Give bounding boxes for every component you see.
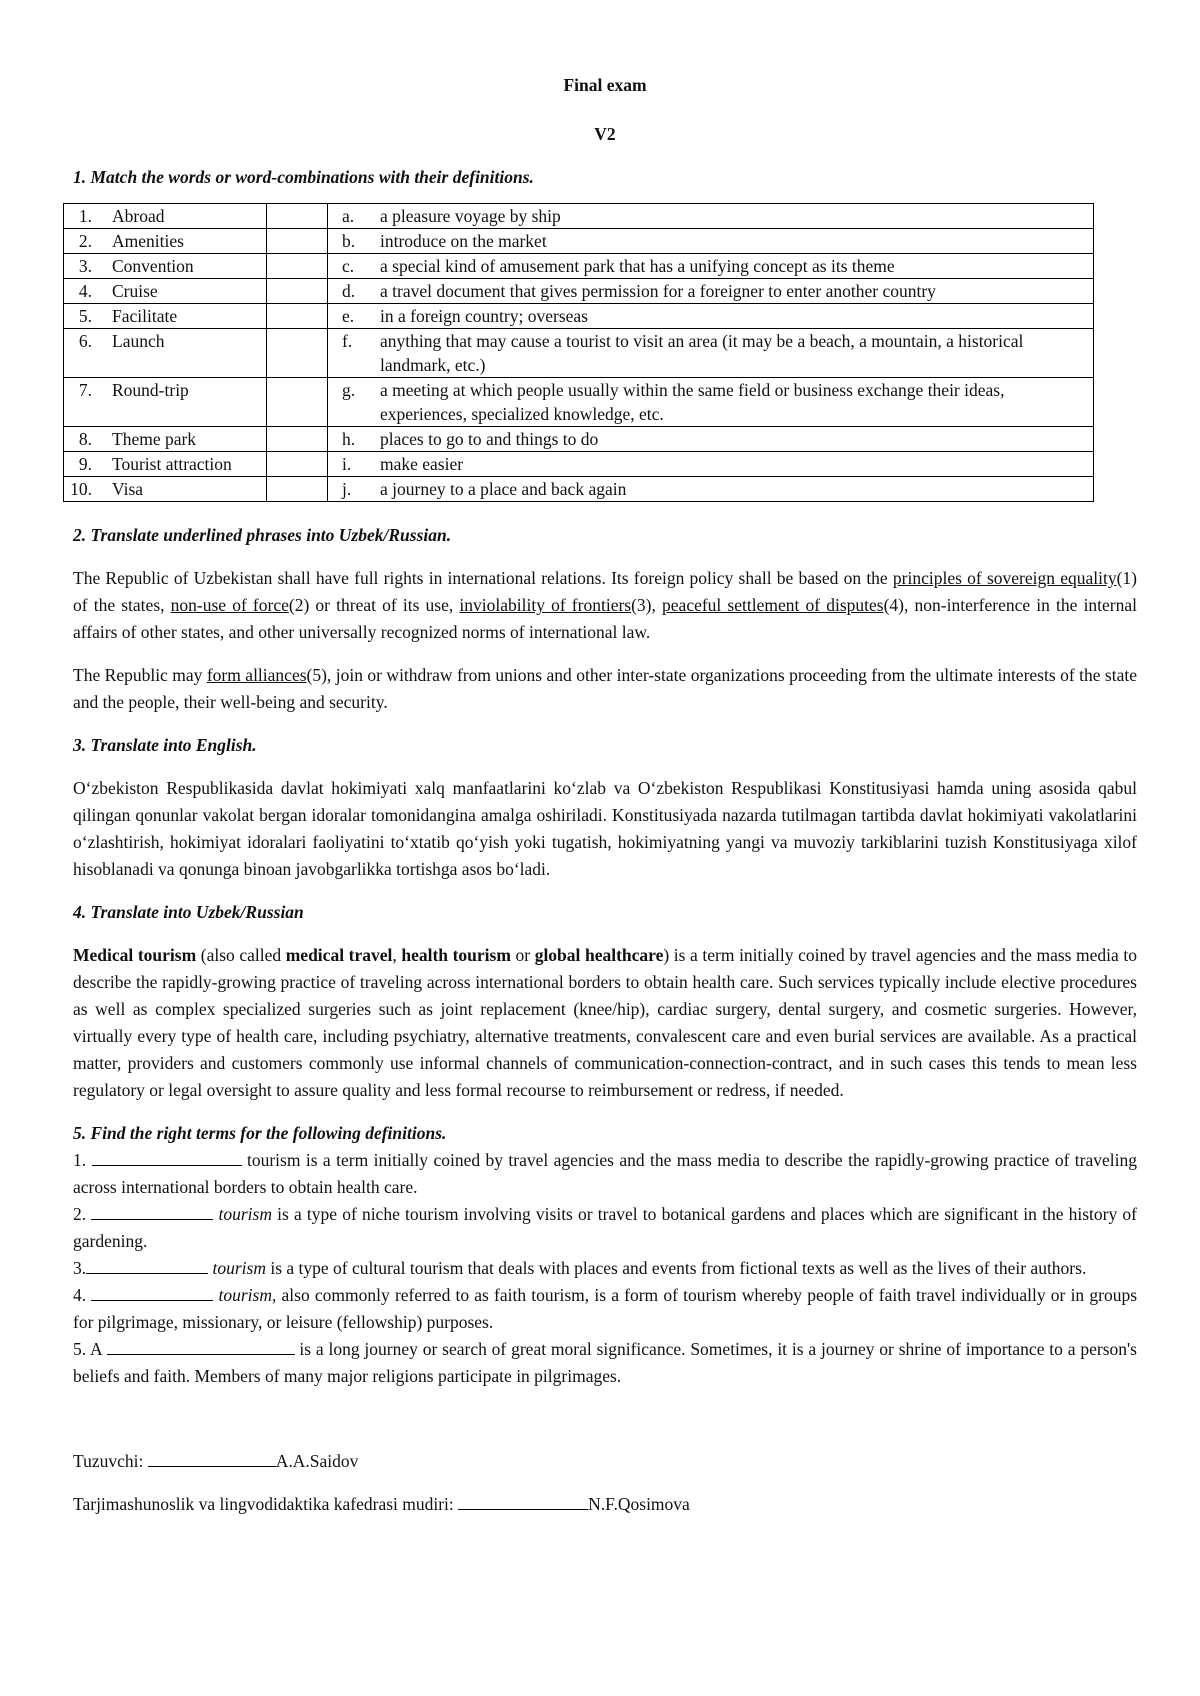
- exam-page: [70, 72, 1138, 1518]
- task4-heading: 4. Translate into Uzbek/Russian: [73, 902, 304, 922]
- answer-blank[interactable]: [107, 1336, 295, 1355]
- task1-heading: 1. Match the words or word-combinations with their definitions.: [73, 167, 534, 187]
- definition: a journey to a place and back again: [372, 477, 1094, 502]
- task4-text: Medical tourism (also called medical travel, health tourism or global healthcare) is a term initially coined by travel agencies and the mass media to describe the rapidly-growing practice of traveling across international borders to obtain health care. Such services typically include elective procedures as well as complex specialized surgeries such as joint replacement (knee/hip), cardiac surgery, dental surgery, and cosmetic surgeries. However, virtually every type of health care, including psychiatry, alternative treatments, convalescent care and even burial services are available. As a practical matter, providers and customers commonly use informal channels of communication-connection-contract, and in such cases this tends to mean less regulatory or legal oversight to assure quality and less formal recourse to reimbursement or redress, if needed.: [73, 945, 1138, 1100]
- definition-item: 1. tourism is a term initially coined by travel agencies and the mass media to describe the rapidly-growing practice of traveling across international borders to obtain health care.: [73, 1147, 1137, 1201]
- definition: a meeting at which people usually within the same field or business exchange their ideas, experiences, specialized knowledge, etc.: [372, 378, 1094, 427]
- definition-letter: d.: [328, 279, 373, 304]
- term: Amenities: [98, 229, 267, 254]
- table-row: [64, 229, 1094, 254]
- answer-cell[interactable]: [267, 452, 328, 477]
- answer-cell[interactable]: [267, 229, 328, 254]
- table-row: [64, 279, 1094, 304]
- term: Visa: [98, 477, 267, 502]
- term: Abroad: [98, 204, 267, 229]
- definition-item: 2. tourism is a type of niche tourism involving visits or travel to botanical gardens and places which are significant in the history of gardening.: [73, 1201, 1137, 1255]
- head-signature: Tarjimashunoslik va lingvodidaktika kafedrasi mudiri: N.F.Qosimova: [73, 1491, 1137, 1518]
- definition-letter: g.: [328, 378, 373, 427]
- task5-list: [73, 1147, 1137, 1390]
- answer-cell[interactable]: [267, 204, 328, 229]
- definition-letter: b.: [328, 229, 373, 254]
- table-row: [64, 427, 1094, 452]
- answer-cell[interactable]: [267, 254, 328, 279]
- answer-cell[interactable]: [267, 279, 328, 304]
- answer-blank[interactable]: [91, 1201, 213, 1220]
- answer-cell[interactable]: [267, 304, 328, 329]
- term-number: 10.: [64, 477, 99, 502]
- answer-cell[interactable]: [267, 329, 328, 378]
- definition-letter: j.: [328, 477, 373, 502]
- definition: in a foreign country; overseas: [372, 304, 1094, 329]
- definition: anything that may cause a tourist to visit an area (it may be a beach, a mountain, a historical landmark, etc.): [372, 329, 1094, 378]
- table-row: [64, 477, 1094, 502]
- matching-table: [63, 203, 1094, 502]
- term-number: 8.: [64, 427, 99, 452]
- definition-letter: a.: [328, 204, 373, 229]
- definition-letter: h.: [328, 427, 373, 452]
- definition: a travel document that gives permission for a foreigner to enter another country: [372, 279, 1094, 304]
- table-row: [64, 452, 1094, 477]
- exam-variant: V2: [594, 124, 616, 144]
- definition-letter: i.: [328, 452, 373, 477]
- term: Launch: [98, 329, 267, 378]
- task2-paragraph-1: The Republic of Uzbekistan shall have full rights in international relations. Its foreign policy shall be based on the principles of sovereign equality(1) of the states, non-use of force(2) or threat of its use, inviolability of frontiers(3), peaceful settlement of disputes(4), non-interference in the internal affairs of other states, and other universally recognized norms of international law.: [73, 568, 1138, 642]
- table-row: [64, 378, 1094, 427]
- task5-heading: 5. Find the right terms for the following definitions.: [73, 1123, 447, 1143]
- answer-blank[interactable]: [92, 1147, 242, 1166]
- definition-item: 4. tourism, also commonly referred to as faith tourism, is a form of tourism whereby people of faith travel individually or in groups for pilgrimage, missionary, or leisure (fellowship) purposes.: [73, 1282, 1137, 1336]
- definition-item: 3. tourism is a type of cultural tourism that deals with places and events from fictional texts as well as the lives of their authors.: [73, 1255, 1137, 1282]
- table-row: [64, 254, 1094, 279]
- term: Round-trip: [98, 378, 267, 427]
- term-number: 2.: [64, 229, 99, 254]
- task2-paragraph-2: The Republic may form alliances(5), join or withdraw from unions and other inter-state organizations proceeding from the ultimate interests of the state and the people, their well-being and security.: [73, 665, 1138, 712]
- definition-letter: f.: [328, 329, 373, 378]
- term: Tourist attraction: [98, 452, 267, 477]
- table-row: [64, 304, 1094, 329]
- table-row: [64, 204, 1094, 229]
- task3-heading: 3. Translate into English.: [73, 735, 257, 755]
- answer-blank[interactable]: [86, 1255, 208, 1274]
- term-number: 7.: [64, 378, 99, 427]
- definition-letter: c.: [328, 254, 373, 279]
- task2-heading: 2. Translate underlined phrases into Uzbek/Russian.: [73, 525, 452, 545]
- term-number: 5.: [64, 304, 99, 329]
- definition: make easier: [372, 452, 1094, 477]
- answer-cell[interactable]: [267, 427, 328, 452]
- term: Convention: [98, 254, 267, 279]
- answer-cell[interactable]: [267, 477, 328, 502]
- term-number: 1.: [64, 204, 99, 229]
- author-signature: Tuzuvchi: A.A.Saidov: [73, 1448, 1137, 1475]
- answer-cell[interactable]: [267, 378, 328, 427]
- term-number: 4.: [64, 279, 99, 304]
- exam-title: Final exam: [563, 75, 647, 95]
- definition: places to go to and things to do: [372, 427, 1094, 452]
- underlined-phrase-4: peaceful settlement of disputes: [662, 595, 884, 615]
- term-number: 9.: [64, 452, 99, 477]
- underlined-phrase-1: principles of sovereign equality: [892, 568, 1117, 588]
- term: Cruise: [98, 279, 267, 304]
- definition-item: 5. A is a long journey or search of great moral significance. Sometimes, it is a journey or shrine of importance to a person's beliefs and faith. Members of many major religions participate in pilgrimages.: [73, 1336, 1137, 1390]
- underlined-phrase-2: non-use of force: [170, 595, 289, 615]
- underlined-phrase-5: form alliances: [206, 665, 307, 685]
- term-number: 6.: [64, 329, 99, 378]
- underlined-phrase-3: inviolability of frontiers: [459, 595, 632, 615]
- term-number: 3.: [64, 254, 99, 279]
- definition: a special kind of amusement park that has a unifying concept as its theme: [372, 254, 1094, 279]
- term: Theme park: [98, 427, 267, 452]
- answer-blank[interactable]: [91, 1282, 213, 1301]
- term: Facilitate: [98, 304, 267, 329]
- table-row: [64, 329, 1094, 378]
- definition: a pleasure voyage by ship: [372, 204, 1094, 229]
- definition-letter: e.: [328, 304, 373, 329]
- task3-text: O‘zbekiston Respublikasida davlat hokimiyati xalq manfaatlarini ko‘zlab va O‘zbekiston Respublikasi Konstitusiyasi hamda uning asosida qabul qilingan qonunlar vakolat bergan idoralar tomonidangina amalga oshiriladi. Konstitusiyada nazarda tutilmagan tartibda davlat hokimiyati vakolatlarini o‘zlashtirish, hokimiyat idoralari faoliyatini to‘xtatib qo‘yish yoki tugatish, hokimiyatning yangi va muvoziy tarkiblarini tuzish Konstitusiyaga xilof hisoblanadi va qonunga binoan javobgarlikka tortishga asos bo‘ladi.: [73, 778, 1137, 879]
- definition: introduce on the market: [372, 229, 1094, 254]
